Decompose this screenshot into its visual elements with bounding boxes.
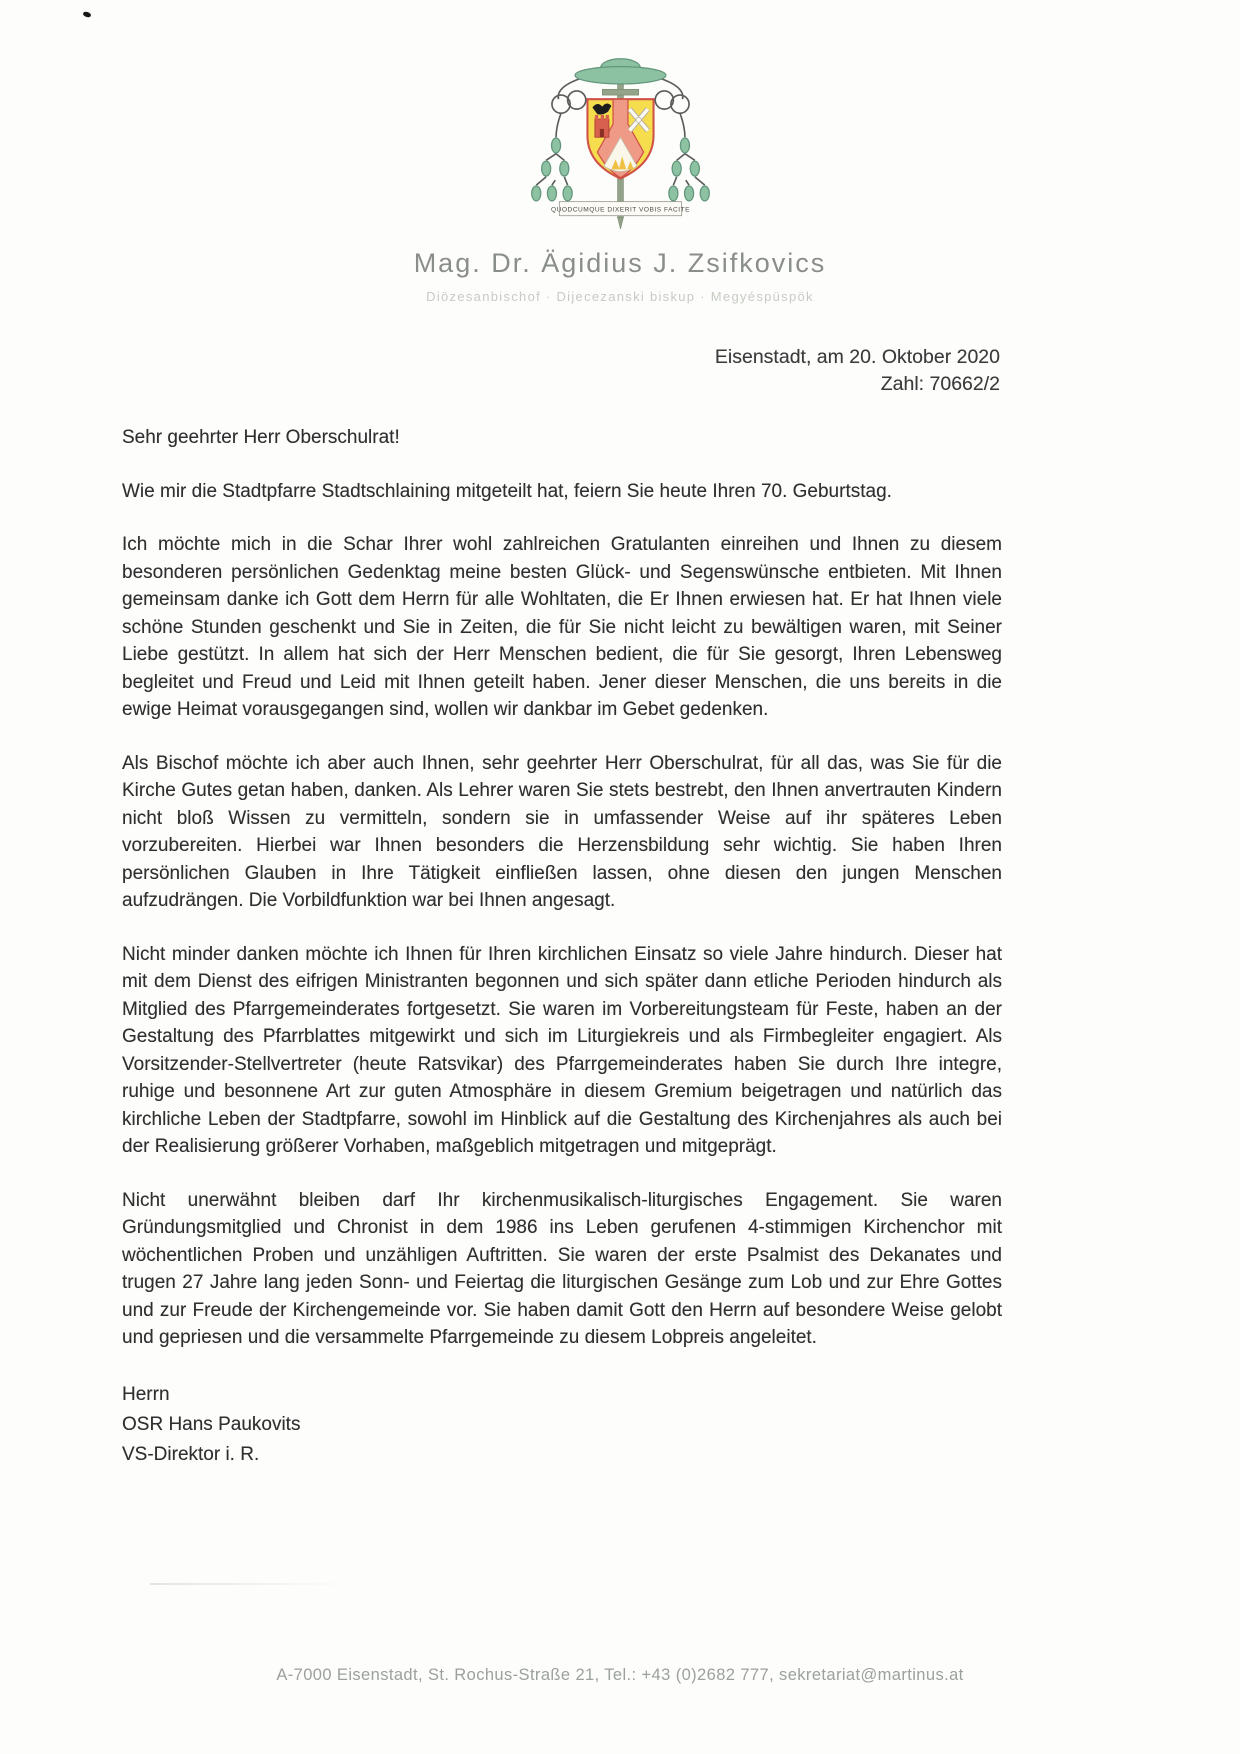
recipient-block — [122, 1380, 1002, 1470]
date-reference-block — [0, 344, 1000, 398]
letter-body — [122, 424, 1002, 1470]
place-date: Eisenstadt, am 20. Oktober 2020 — [714, 346, 1000, 368]
reference-number: Zahl: 70662/2 — [880, 373, 1000, 395]
scan-artifact-smudge — [150, 1583, 350, 1585]
bishop-coat-of-arms — [0, 48, 1240, 238]
paragraph-congratulations: Ich möchte mich in die Schar Ihrer wohl zahlreichen Gratulanten einreihen und Ihnen zu diesem besonderen persönlichen Gedenktag meine besten Glück- und Segenswünsche entbieten. Mit Ihnen gemeinsam danke ich Gott dem Herrn für alle Wohltaten, die Er Ihnen erwiesen hat. Er hat Ihnen viele schöne Stunden geschenkt und Sie in Zeiten, die für Sie nicht leicht zu bewältigen waren, mit Seiner Liebe gestützt. In allem hat sich der Herr Menschen bedient, die für Sie gesorgt, Ihren Lebensweg begleitet und Freud und Leid mit Ihnen geteilt haben. Jener dieser Menschen, die uns bereits in die ewige Heimat vorausgegangen sind, wollen wir dankbar im Gebet gedenken. — [122, 534, 1002, 720]
galero-hat-icon — [575, 59, 666, 84]
paragraph-teacher-thanks: Als Bischof möchte ich aber auch Ihnen, sehr geehrter Herr Oberschulrat, für all das, was Sie für die Kirche Gutes getan haben, danken. Als Lehrer waren Sie stets bestrebt, den Ihnen anvertrauten Kindern nicht bloß Wissen zu vermitteln, sondern sie in umfassender Weise auf ihr späteres Leben vorzubereiten. Hierbei war Ihnen besonders die Herzensbildung sehr wichtig. Sie haben Ihren persönlichen Glauben in Ihre Tätigkeit einfließen lassen, ohne diesen den jungen Menschen aufzudrängen. Die Vorbildfunktion war bei Ihnen angesagt. — [122, 752, 1002, 911]
paragraph-parish-service: Nicht minder danken möchte ich Ihnen für Ihren kirchlichen Einsatz so viele Jahre hindurch. Dieser hat mit dem Dienst des eifrigen Ministranten begonnen und sich später dann etliche Perioden hindurch als Mitglied des Pfarrgemeinderates fortgesetzt. Sie waren im Vorbereitungsteam für Feste, haben an der Gestaltung des Pfarrblattes mitgewirkt und sich im Liturgiekreis und als Firmbegleiter engagiert. Als Vorsitzender-Stellvertreter (heute Ratsvikar) des Pfarrgemeinderates haben Sie durch Ihre integre, ruhige und besonnene Art zur guten Atmosphäre in diesem Gremium beigetragen und natürlich das kirchliche Leben der Stadtpfarre, sowohl im Hinblick auf die Gestaltung des Kirchenjahres als auch bei der Realisierung größerer Vorhaben, maßgeblich mitgetragen und mitgeprägt. — [122, 943, 1002, 1157]
tower-charge — [594, 115, 608, 137]
letterhead — [0, 0, 1240, 304]
bishop-name: Mag. Dr. Ägidius J. Zsifkovics — [413, 248, 827, 278]
salutation: Sehr geehrter Herr Oberschulrat! — [122, 427, 400, 448]
paragraph-church-music: Nicht unerwähnt bleiben darf Ihr kirchenmusikalisch-liturgisches Engagement. Sie waren Gründungsmitglied und Chronist in dem 1986 ins Leben gerufenen 4-stimmigen Kirchenchor mit wöchentlichen Proben und unzähligen Auftritten. Sie waren der erste Psalmist des Dekanates und trugen 27 Jahre lang jeden Sonn- und Feiertag die liturgischen Gesänge zum Lob und zur Ehre Gottes und zur Freude der Kirchengemeinde vor. Sie haben damit Gott den Herrn auf besondere Weise gelobt und gepriesen und die versammelte Pfarrgemeinde zu diesem Lobpreis angeleitet. — [122, 1189, 1002, 1348]
bishop-title-multilingual: Diözesanbischof · Dijecezanski biskup · Megyéspüspök — [426, 289, 814, 304]
recipient-name: OSR Hans Paukovits — [122, 1413, 301, 1435]
motto-text: QUODCUMQUE DIXERIT VOBIS FACITE — [550, 206, 690, 214]
shield — [587, 99, 653, 178]
recipient-line-herrn: Herrn — [122, 1383, 170, 1405]
footer-address: A-7000 Eisenstadt, St. Rochus-Straße 21, Tel.: +43 (0)2682 777, sekretariat@martinus.at — [276, 1666, 964, 1684]
motto-banner — [550, 202, 689, 216]
recipient-title: VS-Direktor i. R. — [122, 1443, 260, 1465]
paragraph-birthday-notice: Wie mir die Stadtpfarre Stadtschlaining mitgeteilt hat, feiern Sie heute Ihren 70. Geburtstag. — [122, 480, 892, 502]
coat-of-arms-graphic — [513, 48, 728, 238]
